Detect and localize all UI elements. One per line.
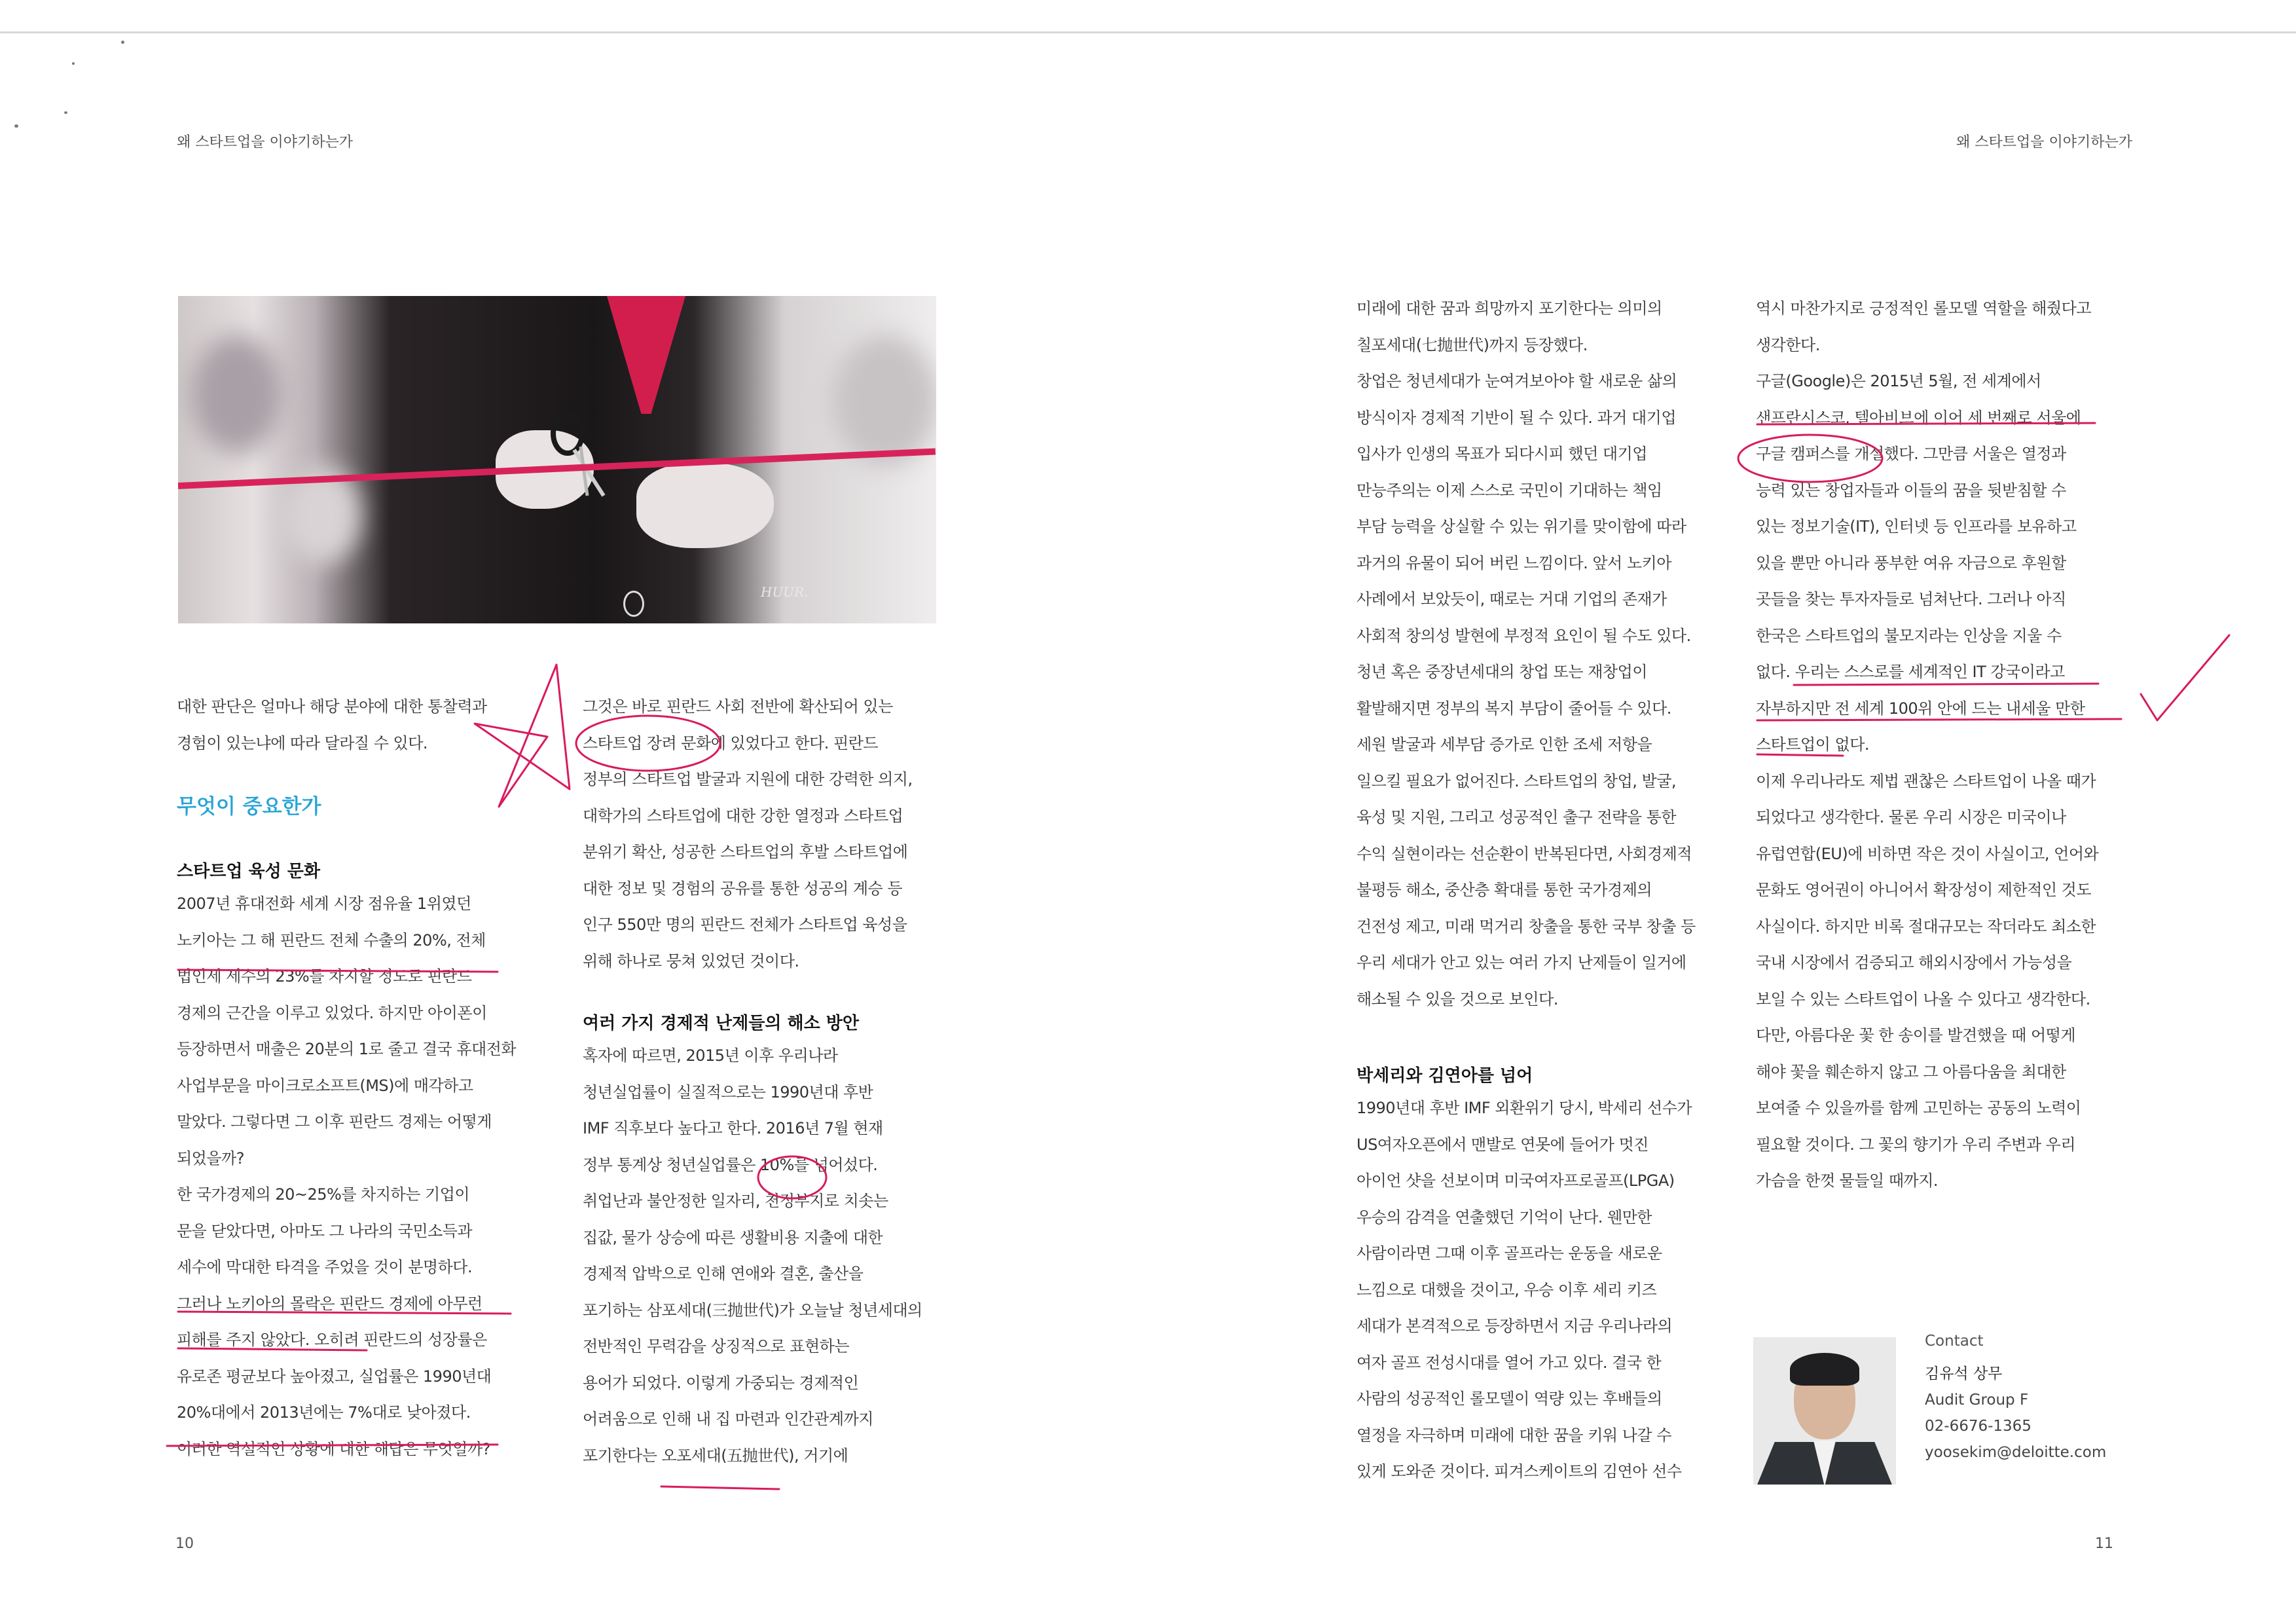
underline-opo-generation (661, 1486, 779, 1489)
subhead-beyond-role-models: 박세리와 김연아를 넘어 (1357, 1066, 1533, 1086)
page-number-right: 11 (2095, 1536, 2113, 1552)
running-head-left: 왜 스타트업을 이야기하는가 (177, 134, 354, 151)
subhead-economic-solutions: 여러 가지 경제적 난제들의 해소 방안 (583, 1014, 859, 1033)
page-number-left: 10 (175, 1536, 194, 1552)
body-paragraph: 미래에 대한 꿈과 희망까지 포기한다는 의미의 칠포세대(七抛世代)까지 등장했다. 창업은 청년세대가 눈여겨보아야 할 새로운 삶의 방식이자 경제적 기반이 될 수 있다. 과거 대기업 입사가 인생의 목표가 되다시피 했던 대기업 만능주의는 이제 스스로 국민이 기대하는 책임 부담 능력을 상실할 수 있는 위기를 맞이함에 따라 과거의 유물이 되어 버린 느낌이다. 앞서 노키아 사례에서 보았듯이, 때로는 거대 기업의 존재가 사회적 창의성 발현에 부정적 요인이 될 수도 있다. 청년 혹은 중장년세대의 창업 또는 재창업이 활발해지면 정부의 복지 부담이 줄어들 수 있다. 세원 발굴과 세부담 증가로 인한 조세 저항을 일으킬 필요가 없어진다. 스타트업의 창업, 발굴, 육성 및 지원, 그리고 성공적인 출구 전략을 통한 수익 실현이라는 선순환이 반복된다면, 사회경제적 불평등 해소, 중산층 확대를 통한 국가경제의 건전성 제고, 미래 먹거리 창출을 통한 국부 창출 등 우리 세대가 안고 있는 여러 가지 난제들이 일거에 해소될 수 있을 것으로 보인다. (1357, 299, 1696, 1008)
body-paragraph: 2007년 휴대전화 세계 시장 점유율 1위였던 노키아는 그 해 핀란드 전체 수출의 20%, 전체 법인세 세수의 23%를 차지할 정도로 핀란드 경제의 근간을 이루고 있었다. 하지만 아이폰이 등장하면서 매출은 20분의 1로 줄고 결국 휴대전화 사업부문을 마이크로소프트(MS)에 매각하고 말았다. 그렇다면 그 이후 핀란드 경제는 어떻게 되었을까? 한 국가경제의 20~25%를 차지하는 기업이 문을 닫았다면, 아마도 그 나라의 국민소득과 세수에 막대한 타격을 주었을 것이 분명하다. 그러나 노키아의 몰락은 핀란드 경제에 아무런 피해를 주지 않았다. 오히려 핀란드의 성장률은 유로존 평균보다 높아졌고, 실업률은 1990년대 20%대에서 2013년에는 7%대로 낮아졌다. 이러한 역설적인 상황에 대한 해답은 무엇일까? (177, 895, 517, 1458)
running-head-right: 왜 스타트업을 이야기하는가 (1956, 134, 2133, 151)
section-title: 무엇이 중요한가 (177, 795, 321, 819)
check-mark (2141, 635, 2229, 720)
contact-email[interactable]: yoosekim@deloitte.com (1925, 1444, 2107, 1461)
body-paragraph: 그것은 바로 핀란드 사회 전반에 확산되어 있는 스타트업 장려 문화에 있었다고 한다. 핀란드 정부의 스타트업 발굴과 지원에 대한 강력한 의지, 대학가의 스타트업에 대한 강한 열정과 스타트업 분위기 확산, 성공한 스타트업의 후발 스타트업에 대한 정보 및 경험의 공유를 통한 성공의 계승 등 인구 550만 명의 핀란드 전체가 스타트업 육성을 위해 하나로 뭉쳐 있었던 것이다. (583, 697, 913, 970)
circle-startup-culture (576, 716, 720, 771)
subhead-startup-culture: 스타트업 육성 문화 (177, 862, 321, 881)
contact-name: 김유석 상무 (1925, 1365, 2003, 1382)
underline-nokia-exports (178, 970, 498, 972)
body-paragraph: 혹자에 따르면, 2015년 이후 우리나라 청년실업률이 실질적으로는 1990년대 후반 IMF 직후보다 높다고 한다. 2016년 7월 현재 정부 통계상 청년실업률은 10%를 넘어섰다. 취업난과 불안정한 일자리, 천정부지로 치솟는 집값, 물가 상승에 따른 생활비용 지출에 대한 경제적 압박으로 인해 연애와 결혼, 출산을 포기하는 삼포세대(三抛世代)가 오늘날 청년세대의 전반적인 무력감을 상징적으로 표현하는 용어가 되었다. 이렇게 가중되는 경제적인 어려움으로 인해 내 집 마련과 인간관계까지 포기한다는 오포세대(五抛世代), 거기에 (583, 1046, 922, 1465)
body-paragraph: 1990년대 후반 IMF 외환위기 당시, 박세리 선수가 US여자오픈에서 맨발로 연못에 들어가 멋진 아이언 샷을 선보이며 미국여자프로골프(LPGA) 우승의 감격을 연출했던 기억이 난다. 웬만한 사람이라면 그때 이후 골프라는 운동을 새로운 느낌으로 대했을 것이고, 우승 이후 세리 키즈 세대가 본격적으로 등장하면서 지금 우리나라의 여자 골프 전성시대를 열어 가고 있다. 결국 한 사람의 성공적인 롤모델이 역량 있는 후배들의 열정을 자극하며 미래에 대한 꿈을 키워 나갈 수 있게 도와준 것이다. 피겨스케이트의 김연아 선수 (1357, 1099, 1692, 1481)
underline-no-damage (178, 1348, 367, 1350)
contact-label: Contact (1925, 1333, 1984, 1350)
contact-group: Audit Group F (1925, 1392, 2029, 1409)
intro-paragraph: 대한 판단은 얼마나 해당 분야에 대한 통찰력과 경험이 있는냐에 따라 달라질 수 있다. (177, 697, 487, 752)
underline-no-startup (1757, 754, 1843, 756)
underline-it-powerhouse (1794, 684, 2098, 685)
underline-unemployment (167, 1445, 498, 1446)
circle-10-percent (758, 1156, 826, 1198)
circle-google-campus (1738, 435, 1882, 482)
underline-top-100 (1757, 719, 2121, 720)
photo-signature: HUUR. (761, 584, 809, 600)
underline-nokia-collapse (178, 1312, 511, 1314)
underline-san-francisco (1757, 423, 2095, 424)
contact-phone: 02-6676-1365 (1925, 1418, 2032, 1435)
star-doodle (475, 665, 570, 807)
body-paragraph: 역시 마찬가지로 긍정적인 롤모델 역할을 해줬다고 생각한다. 구글(Google)은 2015년 5월, 전 세계에서 샌프란시스코, 텔아비브에 이어 세 번째로 서울에 구글 캠퍼스를 개설했다. 그만큼 서울은 열정과 능력 있는 창업자들과 이들의 꿈을 뒷받침할 수 있는 정보기술(IT), 인터넷 등 인프라를 보유하고 있을 뿐만 아니라 풍부한 여유 자금으로 후원할 곳들을 찾는 투자자들로 넘쳐난다. 그러나 아직 한국은 스타트업의 불모지라는 인상을 지울 수 없다. 우리는 스스로를 세계적인 IT 강국이라고 자부하지만 전 세계 100위 안에 드는 내세울 만한 스타트업이 없다. 이제 우리나라도 제법 괜찮은 스타트업이 나올 때가 되었다고 생각한다. 물론 우리 시장은 미국이나 유럽연합(EU)에 비하면 작은 것이 사실이고, 언어와 문화도 영어권이 아니어서 확장성이 제한적인 것도 사실이다. 하지만 비록 절대규모는 작더라도 최소한 국내 시장에서 검증되고 해외시장에서 가능성을 보일 수 있는 스타트업이 나올 수 있다고 생각한다. 다만, 아름다운 꽃 한 송이를 발견했을 때 어떻게 해야 꽃을 훼손하지 않고 그 아름다움을 최대한 보여줄 수 있을까를 함께 고민하는 공동의 노력이 필요할 것이다. 그 꽃의 향기가 우리 주변과 우리 가슴을 한껏 물들일 때까지. (1756, 299, 2099, 1190)
